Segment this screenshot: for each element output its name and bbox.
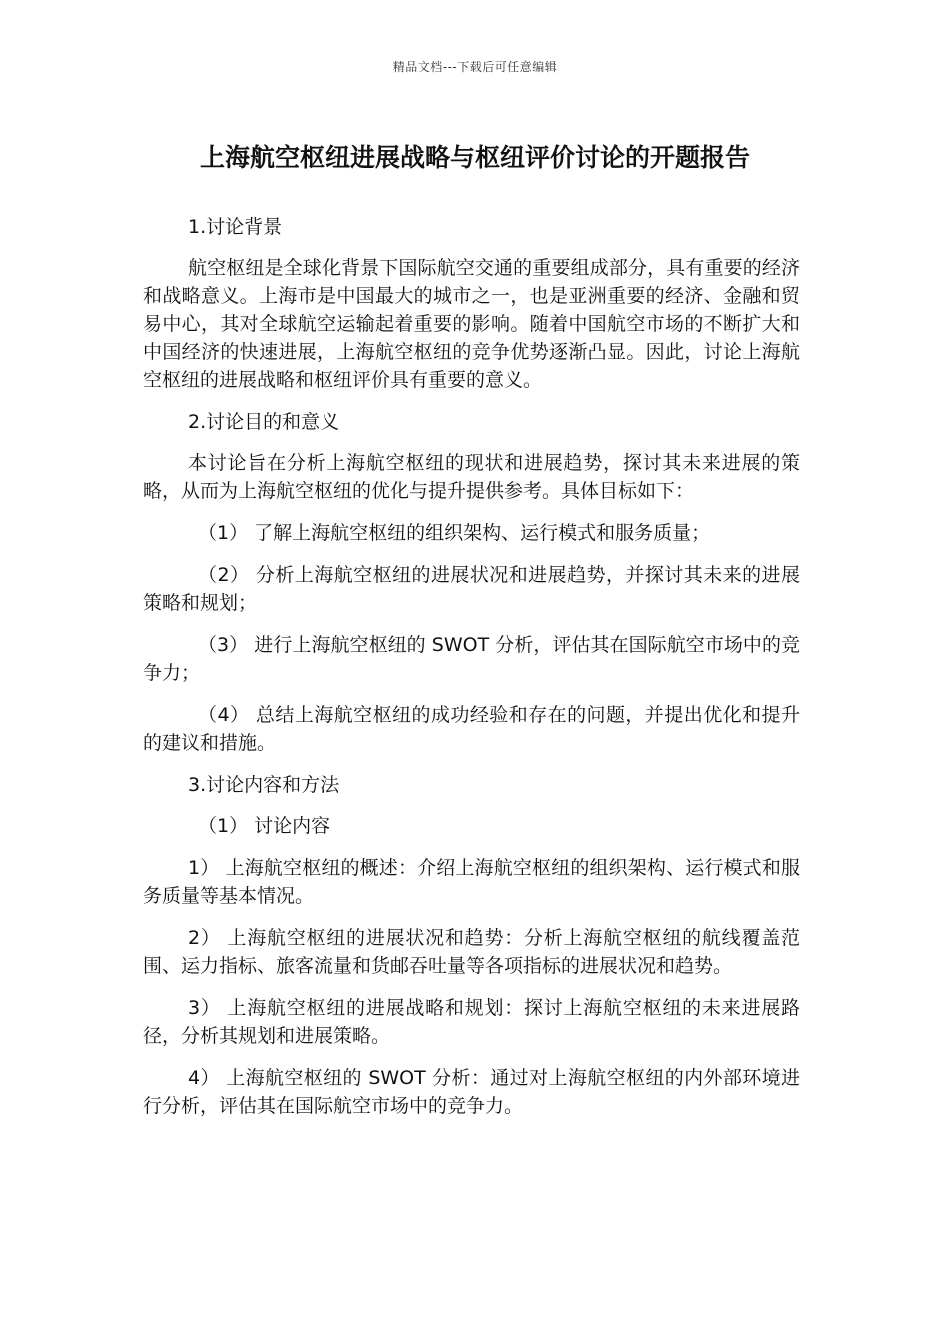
content-item-4: 4） 上海航空枢纽的 SWOT 分析：通过对上海航空枢纽的内外部环境进行分析，评估其在国际航空市场中的竞争力。 xyxy=(143,1067,800,1117)
paragraph-purpose: 本讨论旨在分析上海航空枢纽的现状和进展趋势，探讨其未来进展的策略，从而为上海航空枢纽的优化与提升提供参考。具体目标如下： xyxy=(143,452,800,502)
objective-item-3: （3） 进行上海航空枢纽的 SWOT 分析，评估其在国际航空市场中的竞争力； xyxy=(143,634,800,684)
document-title: 上海航空枢纽进展战略与枢纽评价讨论的开题报告 xyxy=(199,143,750,172)
objective-item-2: （2） 分析上海航空枢纽的进展状况和进展趋势，并探讨其未来的进展策略和规划； xyxy=(143,564,800,614)
content-item-2: 2） 上海航空枢纽的进展状况和趋势：分析上海航空枢纽的航线覆盖范围、运力指标、旅客流量和货邮吞吐量等各项指标的进展状况和趋势。 xyxy=(143,927,800,977)
subsection-heading-content: （1） 讨论内容 xyxy=(198,815,331,837)
section-heading-content-method: 3.讨论内容和方法 xyxy=(188,774,340,796)
section-heading-background: 1.讨论背景 xyxy=(188,216,283,238)
document-body xyxy=(143,213,800,1134)
header-watermark: 精品文档---下载后可任意编辑 xyxy=(392,60,558,74)
paragraph-background: 航空枢纽是全球化背景下国际航空交通的重要组成部分，具有重要的经济和战略意义。上海市是中国最大的城市之一，也是亚洲重要的经济、金融和贸易中心，其对全球航空运输起着重要的影响。随着中国航空市场的不断扩大和中国经济的快速进展，上海航空枢纽的竞争优势逐渐凸显。因此，讨论上海航空枢纽的进展战略和枢纽评价具有重要的意义。 xyxy=(143,257,800,391)
section-heading-purpose: 2.讨论目的和意义 xyxy=(188,411,340,433)
content-item-1: 1） 上海航空枢纽的概述：介绍上海航空枢纽的组织架构、运行模式和服务质量等基本情况。 xyxy=(143,857,800,907)
content-item-3: 3） 上海航空枢纽的进展战略和规划：探讨上海航空枢纽的未来进展路径，分析其规划和进展策略。 xyxy=(143,997,800,1047)
objective-item-1: （1） 了解上海航空枢纽的组织架构、运行模式和服务质量； xyxy=(198,522,711,544)
objective-item-4: （4） 总结上海航空枢纽的成功经验和存在的问题，并提出优化和提升的建议和措施。 xyxy=(143,704,800,754)
